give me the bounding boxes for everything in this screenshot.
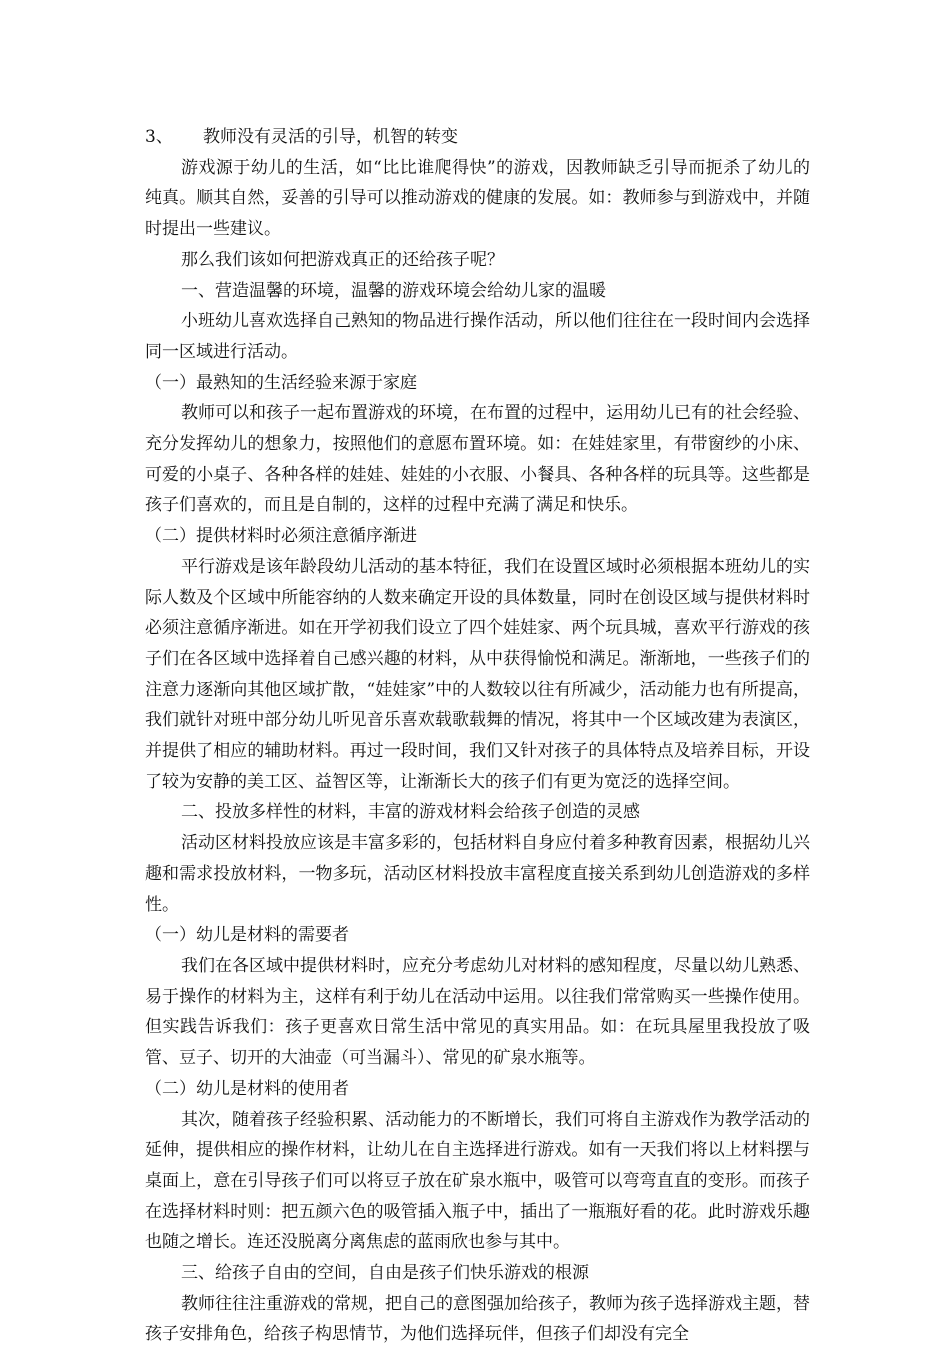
heading-text: 教师没有灵活的引导，机智的转变 [203,127,458,147]
paragraph: 教师可以和孩子一起布置游戏的环境，在布置的过程中，运用幼儿已有的社会经验、充分发挥幼儿的想象力，按照他们的意愿布置环境。如：在娃娃家里，有带窗纱的小床、可爱的小桌子、各种各样的娃娃、娃娃的小衣服、小餐具、各种各样的玩具等。这些都是孩子们喜欢的，而且是自制的，这样的过程中充满了满足和快乐。 [145,403,810,516]
paragraph: 教师往往注重游戏的常规，把自己的意图强加给孩子，教师为孩子选择游戏主题，替孩子安排角色，给孩子构思情节，为他们选择玩伴，但孩子们却没有完全 [145,1293,810,1345]
section-heading: 三、给孩子自由的空间，自由是孩子们快乐游戏的根源 [181,1263,589,1284]
document-body [145,122,810,1350]
subsection-heading: （二）幼儿是材料的使用者 [145,1078,349,1099]
subsection-heading: （二）提供材料时必须注意循序渐进 [145,526,417,547]
heading-number: 3、 [145,127,173,147]
paragraph: 那么我们该如何把游戏真正的还给孩子呢？ [181,249,504,270]
section-heading: 一、营造温馨的环境，温馨的游戏环境会给幼儿家的温暖 [181,280,606,301]
section-heading-3 [145,122,810,153]
paragraph: 我们在各区域中提供材料时，应充分考虑幼儿对材料的感知程度，尽量以幼儿熟悉、易于操作的材料为主，这样有利于幼儿在活动中运用。以往我们常常购买一些操作使用。但实践告诉我们：孩子更喜欢日常生活中常见的真实用品。如：在玩具屋里我投放了吸管、豆子、切开的大油壶（可当漏斗）、常见的矿泉水瓶等。 [145,955,810,1069]
paragraph: 其次，随着孩子经验积累、活动能力的不断增长，我们可将自主游戏作为教学活动的延伸，提供相应的操作材料，让幼儿在自主选择进行游戏。如有一天我们将以上材料摆与桌面上，意在引导孩子们可以将豆子放在矿泉水瓶中，吸管可以弯弯直直的变形。而孩子在选择材料时则：把五颜六色的吸管插入瓶子中，插出了一瓶瓶好看的花。此时游戏乐趣也随之增长。连还没脱离分离焦虑的蓝雨欣也参与其中。 [145,1109,810,1253]
subsection-heading: （一）最熟知的生活经验来源于家庭 [145,372,417,393]
paragraph: 小班幼儿喜欢选择自己熟知的物品进行操作活动，所以他们往往在一段时间内会选择同一区域进行活动。 [145,311,810,362]
section-heading: 二、投放多样性的材料，丰富的游戏材料会给孩子创造的灵感 [181,802,640,823]
paragraph: 平行游戏是该年龄段幼儿活动的基本特征，我们在设置区域时必须根据本班幼儿的实际人数及个区域中所能容纳的人数来确定开设的具体数量，同时在创设区域与提供材料时必须注意循序渐进。如在开学初我们设立了四个娃娃家、两个玩具城，喜欢平行游戏的孩子们在各区域中选择着自己感兴趣的材料，从中获得愉悦和满足。渐渐地，一些孩子们的注意力逐渐向其他区域扩散，“娃娃家”中的人数较以往有所减少，活动能力也有所提高，我们就针对班中部分幼儿听见音乐喜欢载歌载舞的情况，将其中一个区域改建为表演区，并提供了相应的辅助材料。再过一段时间，我们又针对孩子的具体特点及培养目标，开设了较为安静的美工区、益智区等，让渐渐长大的孩子们有更为宽泛的选择空间。 [145,556,810,792]
subsection-heading: （一）幼儿是材料的需要者 [145,925,349,946]
paragraph: 游戏源于幼儿的生活，如“比比谁爬得快”的游戏，因教师缺乏引导而扼杀了幼儿的纯真。顺其自然，妥善的引导可以推动游戏的健康的发展。如：教师参与到游戏中，并随时提出一些建议。 [145,157,810,240]
paragraph: 活动区材料投放应该是丰富多彩的，包括材料自身应付着多种教育因素，根据幼儿兴趣和需求投放材料，一物多玩，活动区材料投放丰富程度直接关系到幼儿创造游戏的多样性。 [145,833,810,915]
